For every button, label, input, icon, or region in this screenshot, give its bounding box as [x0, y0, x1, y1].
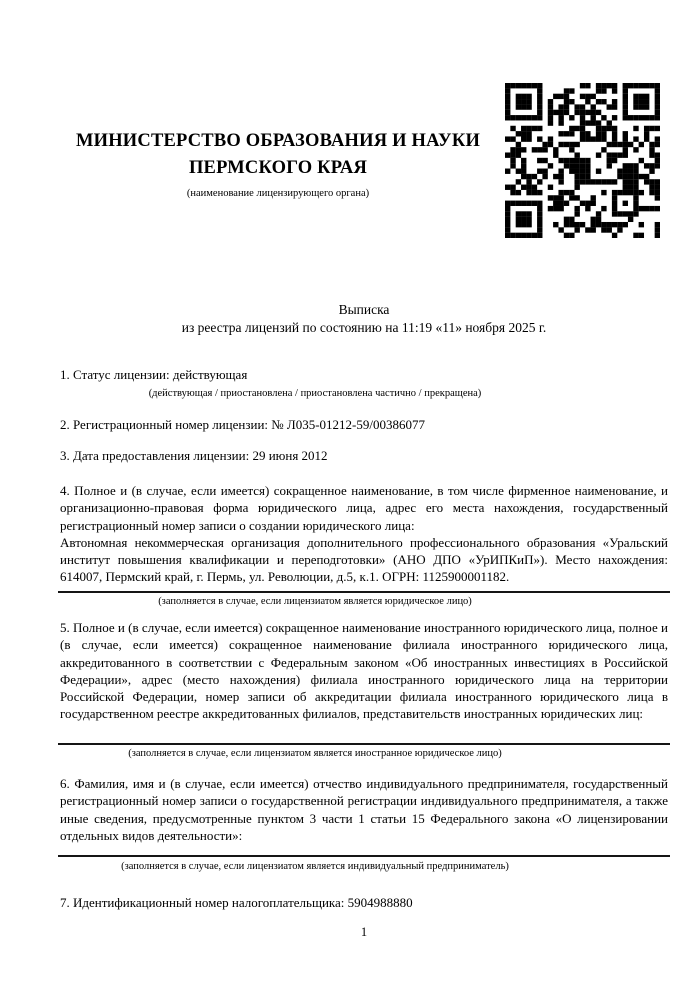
- entrepreneur-caption: (заполняется в случае, если лицензиатом является индивидуальный предприниматель): [121, 861, 509, 872]
- entrepreneur-rule: [58, 855, 670, 857]
- licensing-authority-caption: (наименование лицензирующего органа): [186, 188, 370, 199]
- foreign-entity-prompt: 5. Полное и (в случае, если имеется) сокращенное наименование иностранного юридического лица, полное и (в случае, если имеется) сокращенное наименование филиала иностранного юридического лица, аккредитованного в соответствии с Федеральным законом «Об иностранных инвестициях в Российской Федерации», адрес (место нахождения) филиала иностранного юридического лица на территории Российской Федерации, номер записи об аккредитации филиала иностранного юридического лица в государственном реестре аккредитованных филиалов, представительств иностранных юридических лиц:: [60, 620, 668, 722]
- document-title-block: [60, 301, 668, 337]
- license-status-options-caption: (действующая / приостановлена / приостановлена частично / прекращена): [148, 388, 482, 399]
- legal-entity-section: [60, 482, 668, 586]
- license-grant-date-line: 3. Дата предоставления лицензии: 29 июня 2012: [60, 448, 328, 463]
- license-status-line: 1. Статус лицензии: действующая: [60, 367, 248, 382]
- foreign-entity-rule: [58, 743, 670, 745]
- entrepreneur-prompt: 6. Фамилия, имя и (в случае, если имеется) отчество индивидуального предпринимателя, государственный регистрационный номер записи о государственной регистрации индивидуального предпринимателя, а также иные сведения, предусмотренные пунктом 3 части 1 статьи 15 Федерального закона «О лицензировании отдельных видов деятельности»:: [60, 776, 668, 843]
- foreign-entity-caption: (заполняется в случае, если лицензиатом является иностранное юридическое лицо): [128, 748, 502, 759]
- licensing-authority-block: [60, 128, 496, 200]
- legal-entity-prompt: 4. Полное и (в случае, если имеется) сокращенное наименование, в том числе фирменное наименование, и организационно-правовая форма юридического лица, адрес его места нахождения, государственный регистрационный номер записи о создании юридического лица:: [60, 483, 668, 533]
- legal-entity-rule: [58, 591, 670, 593]
- registration-number-line: 2. Регистрационный номер лицензии: № Л035-01212-59/00386077: [60, 417, 426, 432]
- ministry-name-line1: МИНИСТЕРСТВО ОБРАЗОВАНИЯ И НАУКИ: [75, 131, 481, 151]
- taxpayer-number-line: 7. Идентификационный номер налогоплательщика: 5904988880: [60, 895, 413, 910]
- ministry-name-line2: ПЕРМСКОГО КРАЯ: [188, 158, 368, 178]
- document-subtitle: из реестра лицензий по состоянию на 11:19 «11» ноября 2025 г.: [181, 320, 547, 335]
- legal-entity-value: Автономная некоммерческая организация дополнительного профессионального образования «Уральский институт повышения квалификации и переподготовки» (АНО ДПО «УрИПКиП»). Место нахождения: 614007, Пермский край, г. Пермь, ул. Революции, д.5, к.1. ОГРН: 1125900001182.: [60, 534, 668, 585]
- document-title: Выписка: [338, 302, 390, 317]
- legal-entity-caption: (заполняется в случае, если лицензиатом является юридическое лицо): [158, 596, 472, 607]
- page-number: 1: [360, 925, 368, 939]
- ministry-name: [60, 128, 496, 182]
- qr-code: [505, 83, 660, 238]
